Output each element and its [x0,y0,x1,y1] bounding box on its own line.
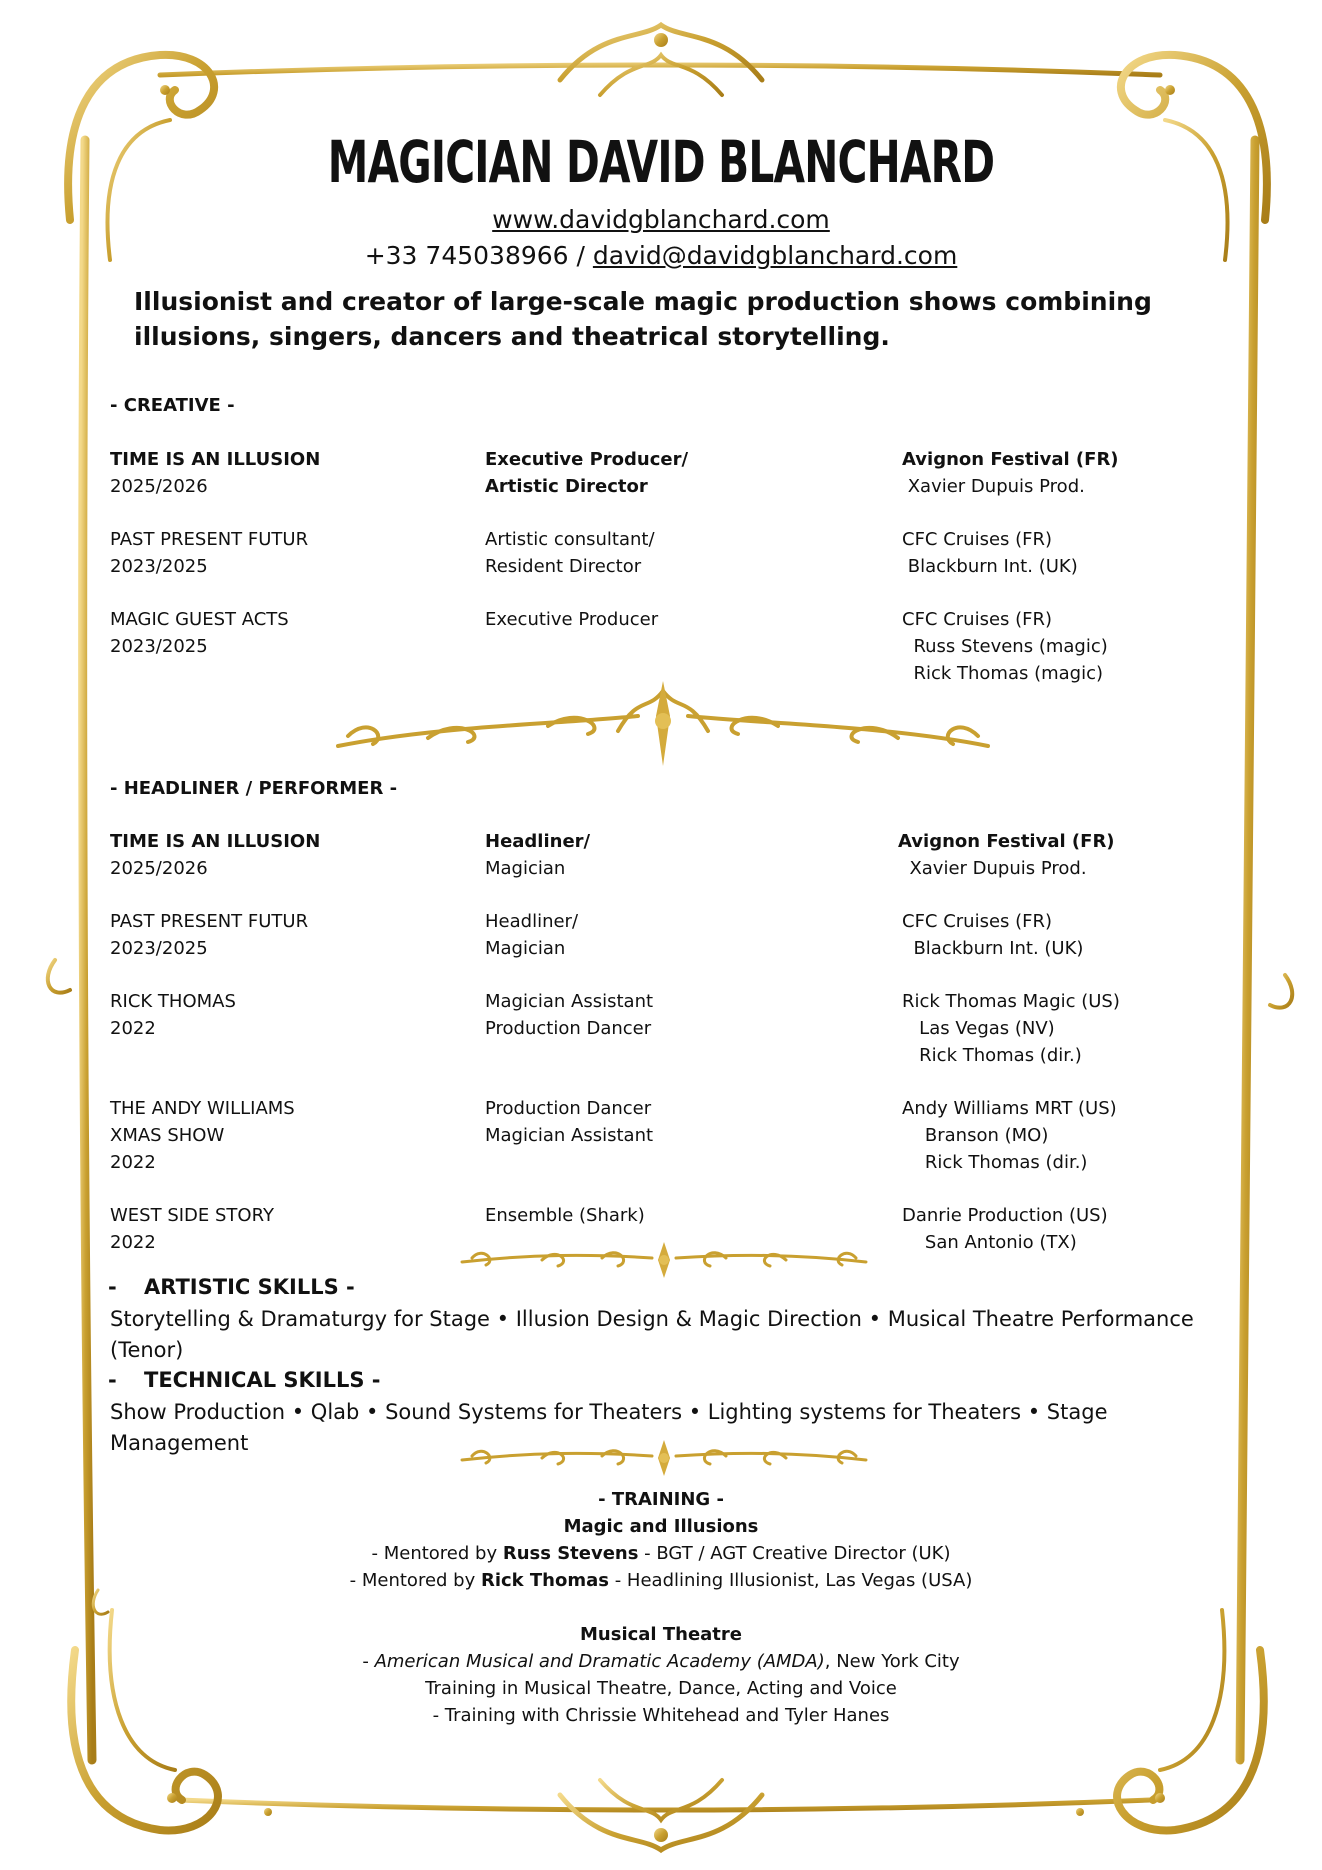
role-line: Magician [485,858,566,879]
artistic-skills-title: ARTISTIC SKILLS - [144,1275,355,1299]
show-years: 2023/2025 [110,556,208,577]
role-line: Artistic consultant/ [485,529,655,550]
show-years: 2023/2025 [110,938,208,959]
show-name: TIME IS AN ILLUSION [110,831,321,852]
contact-separator: / [568,241,593,270]
section-heading-creative: - CREATIVE - [110,395,235,416]
mentor-detail: - Headlining Illusionist, Las Vegas (USA) [608,1570,973,1591]
school-city: , New York City [824,1651,960,1672]
venue-line: Avignon Festival (FR) [902,449,1119,470]
venue-line: Rick Thomas (dir.) [902,1045,1082,1066]
technical-skills-text: Show Production • Qlab • Sound Systems for Theaters • Lighting systems for Theaters • Stage Management [110,1400,1108,1455]
magic-training-heading: Magic and Illusions [563,1516,759,1537]
school-prefix: - [362,1651,375,1672]
bullet-dash: - [108,1368,117,1392]
technical-skills-heading [108,1368,381,1392]
venue-line: Branson (MO) [902,1125,1049,1146]
show-name: WEST SIDE STORY [110,1205,274,1226]
role-line: Executive Producer/ [485,449,689,470]
role-line: Production Dancer [485,1098,652,1119]
training-section [0,1486,1322,1729]
role-line: Magician Assistant [485,991,654,1012]
venue-line: CFC Cruises (FR) [902,529,1053,550]
show-name: MAGIC GUEST ACTS [110,609,289,630]
mentor-prefix: - Mentored by [371,1543,503,1564]
show-name: PAST PRESENT FUTUR [110,911,309,932]
venue-line: Blackburn Int. (UK) [902,556,1078,577]
venue-line: San Antonio (TX) [902,1232,1077,1253]
show-years: 2022 [110,1152,156,1173]
technical-skills-title: TECHNICAL SKILLS - [144,1368,381,1392]
show-name: RICK THOMAS [110,991,236,1012]
mentor-detail: - BGT / AGT Creative Director (UK) [638,1543,951,1564]
role-line: Magician Assistant [485,1125,654,1146]
venue-line: Blackburn Int. (UK) [902,938,1084,959]
contact-line [0,241,1322,270]
website-link[interactable] [0,205,1322,234]
gold-divider-ornament [318,676,1008,772]
theatre-training-heading: Musical Theatre [580,1624,742,1645]
website-url[interactable]: www.davidgblanchard.com [492,205,830,234]
venue-line: Las Vegas (NV) [902,1018,1055,1039]
mentor-name: Rick Thomas [480,1570,609,1591]
role-line: Artistic Director [485,476,648,497]
venue-line: CFC Cruises (FR) [902,609,1053,630]
mentor-line [0,1540,1322,1567]
role-line: Production Dancer [485,1018,652,1039]
artistic-skills-text: Storytelling & Dramaturgy for Stage • Illusion Design & Magic Direction • Musical Theatre Performance (Tenor) [110,1307,1194,1362]
role-line: Resident Director [485,556,642,577]
role-line: Executive Producer [485,609,659,630]
venue-line: Xavier Dupuis Prod. [902,476,1085,497]
mentor-name: Russ Stevens [502,1543,639,1564]
show-years: 2025/2026 [110,476,208,497]
show-name: THE ANDY WILLIAMS [110,1098,295,1119]
show-years: 2022 [110,1232,156,1253]
gold-divider-ornament [452,1240,876,1280]
training-detail: - Training with Chrissie Whitehead and Tyler Hanes [432,1705,890,1726]
show-years: 2025/2026 [110,858,208,879]
section-heading-headliner: - HEADLINER / PERFORMER - [110,778,398,799]
training-heading: - TRAINING - [598,1489,724,1510]
venue-line: Andy Williams MRT (US) [902,1098,1117,1119]
tagline: Illusionist and creator of large-scale magic production shows combining illusions, singers, dancers and theatrical storytelling. [134,287,1152,351]
page-title: MAGICIAN DAVID BLANCHARD [327,128,995,196]
show-name: PAST PRESENT FUTUR [110,529,309,550]
school-line [0,1648,1322,1675]
venue-line: Russ Stevens (magic) [902,636,1108,657]
phone-number: +33 745038966 [364,241,569,270]
email-link[interactable]: david@davidgblanchard.com [592,241,958,270]
show-years: 2022 [110,1018,156,1039]
show-years: 2023/2025 [110,636,208,657]
venue-line: Rick Thomas Magic (US) [902,991,1120,1012]
show-name: TIME IS AN ILLUSION [110,449,321,470]
training-detail: Training in Musical Theatre, Dance, Acting and Voice [425,1678,897,1699]
show-name-cont: XMAS SHOW [110,1125,225,1146]
mentor-prefix: - Mentored by [349,1570,481,1591]
venue-line: Rick Thomas (magic) [902,663,1104,684]
venue-line: Danrie Production (US) [902,1205,1108,1226]
role-line: Magician [485,938,566,959]
venue-line: Xavier Dupuis Prod. [898,858,1087,879]
venue-line: Avignon Festival (FR) [898,831,1115,852]
school-name: American Musical and Dramatic Academy (AMDA) [374,1651,825,1672]
gold-divider-ornament [452,1438,876,1478]
role-line: Ensemble (Shark) [485,1205,645,1226]
mentor-line [0,1567,1322,1594]
venue-line: CFC Cruises (FR) [902,911,1053,932]
bullet-dash: - [108,1275,117,1299]
artistic-skills-heading [108,1275,355,1299]
venue-line: Rick Thomas (dir.) [902,1152,1088,1173]
role-line: Headliner/ [485,831,591,852]
role-line: Headliner/ [485,911,579,932]
